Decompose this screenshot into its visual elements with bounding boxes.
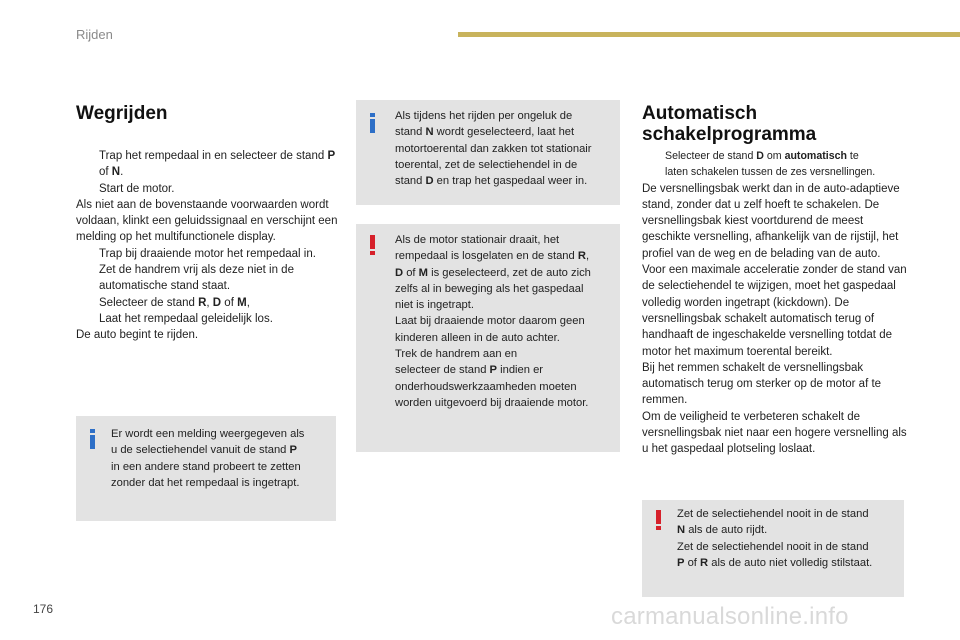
step-5: Selecteer de stand R, D of M, <box>99 296 250 309</box>
step-6: Laat het rempedaal geleidelijk los. <box>99 312 273 325</box>
paragraph-kickdown: Voor een maximale acceleratie zonder de stand van de selectiehendel te wijzigen, moet het gaspedaal volledig worden ingetrapt (kickdown). De versnellingsbak schakelt automatisch terug of handhaaft de ingeschakelde versnelling totdat de motor het maximum toerental bereikt. <box>642 264 907 358</box>
warning-box-idle: Als de motor stationair draait, het rempedaal is losgelaten en de stand R, D of M is geselecteerd, zet de auto zich zelfs al in beweging als het gaspedaal niet is ingetrapt. Laat bij draaiende motor daarom geen kinderen alleen in de auto achter. Trek de handrem aan en selecteer de stand P indien er onderhoudswerkzaamheden moeten worden uitgevoerd bij draaiende motor. <box>356 224 620 452</box>
section-title-wegrijden: Wegrijden <box>76 103 168 124</box>
paragraph-braking: Bij het remmen schakelt de versnellingsbak automatisch terug om sterker op de motor af te remmen. <box>642 361 882 407</box>
info-box-neutral: Als tijdens het rijden per ongeluk de stand N wordt geselecteerd, laat het motortoerental dan zakken tot stationair toerental, zet de selectiehendel in de stand D en trap het gaspedaal weer in. <box>356 100 620 205</box>
step-3: Trap bij draaiende motor het rempedaal in. <box>99 247 316 260</box>
header-accent-bar <box>458 32 960 37</box>
section-title-automatisch: Automatisch schakelprogramma <box>642 103 817 145</box>
paragraph-safety: Om de veiligheid te verbeteren schakelt de versnellingsbak niet naar een hogere versnelling als u het gaspedaal plotseling loslaat. <box>642 410 907 456</box>
col3-body <box>642 148 910 458</box>
watermark: carmanualsonline.info <box>611 603 849 630</box>
step-4: Zet de handrem vrij als deze niet in de automatische stand staat. <box>99 264 294 293</box>
paragraph-conditions: Als niet aan de bovenstaande voorwaarden wordt voldaan, klinkt een geluidssignaal en verschijnt een melding op het multifunctionele display. <box>76 198 338 244</box>
col1-body <box>76 148 338 344</box>
info-box-message: Er wordt een melding weergegeven als u de selectiehendel vanuit de stand P in een andere stand probeert te zetten zonder dat het rempedaal is ingetrapt. <box>76 416 336 521</box>
warning-box-selector: Zet de selectiehendel nooit in de stand N als de auto rijdt. Zet de selectiehendel nooit in de stand P of R als de auto niet volledig stilstaat. <box>642 500 904 597</box>
step-2: Start de motor. <box>99 182 175 195</box>
page-number: 176 <box>33 602 54 616</box>
step-automatic: Selecteer de stand D om automatisch te laten schakelen tussen de zes versnellingen. <box>665 150 876 179</box>
paragraph-result: De auto begint te rijden. <box>76 329 199 342</box>
step-1: Trap het rempedaal in en selecteer de stand P of N. <box>99 150 336 179</box>
paragraph-adaptive: De versnellingsbak werkt dan in de auto-adaptieve stand, zonder dat u zelf hoeft te schakelen. De versnellingsbak kiest voortdurend de meest geschikte versnelling, afhankelijk van de rijstijl, het profiel van de weg en de belading van de auto. <box>642 182 900 260</box>
section-label: Rijden <box>76 27 113 42</box>
